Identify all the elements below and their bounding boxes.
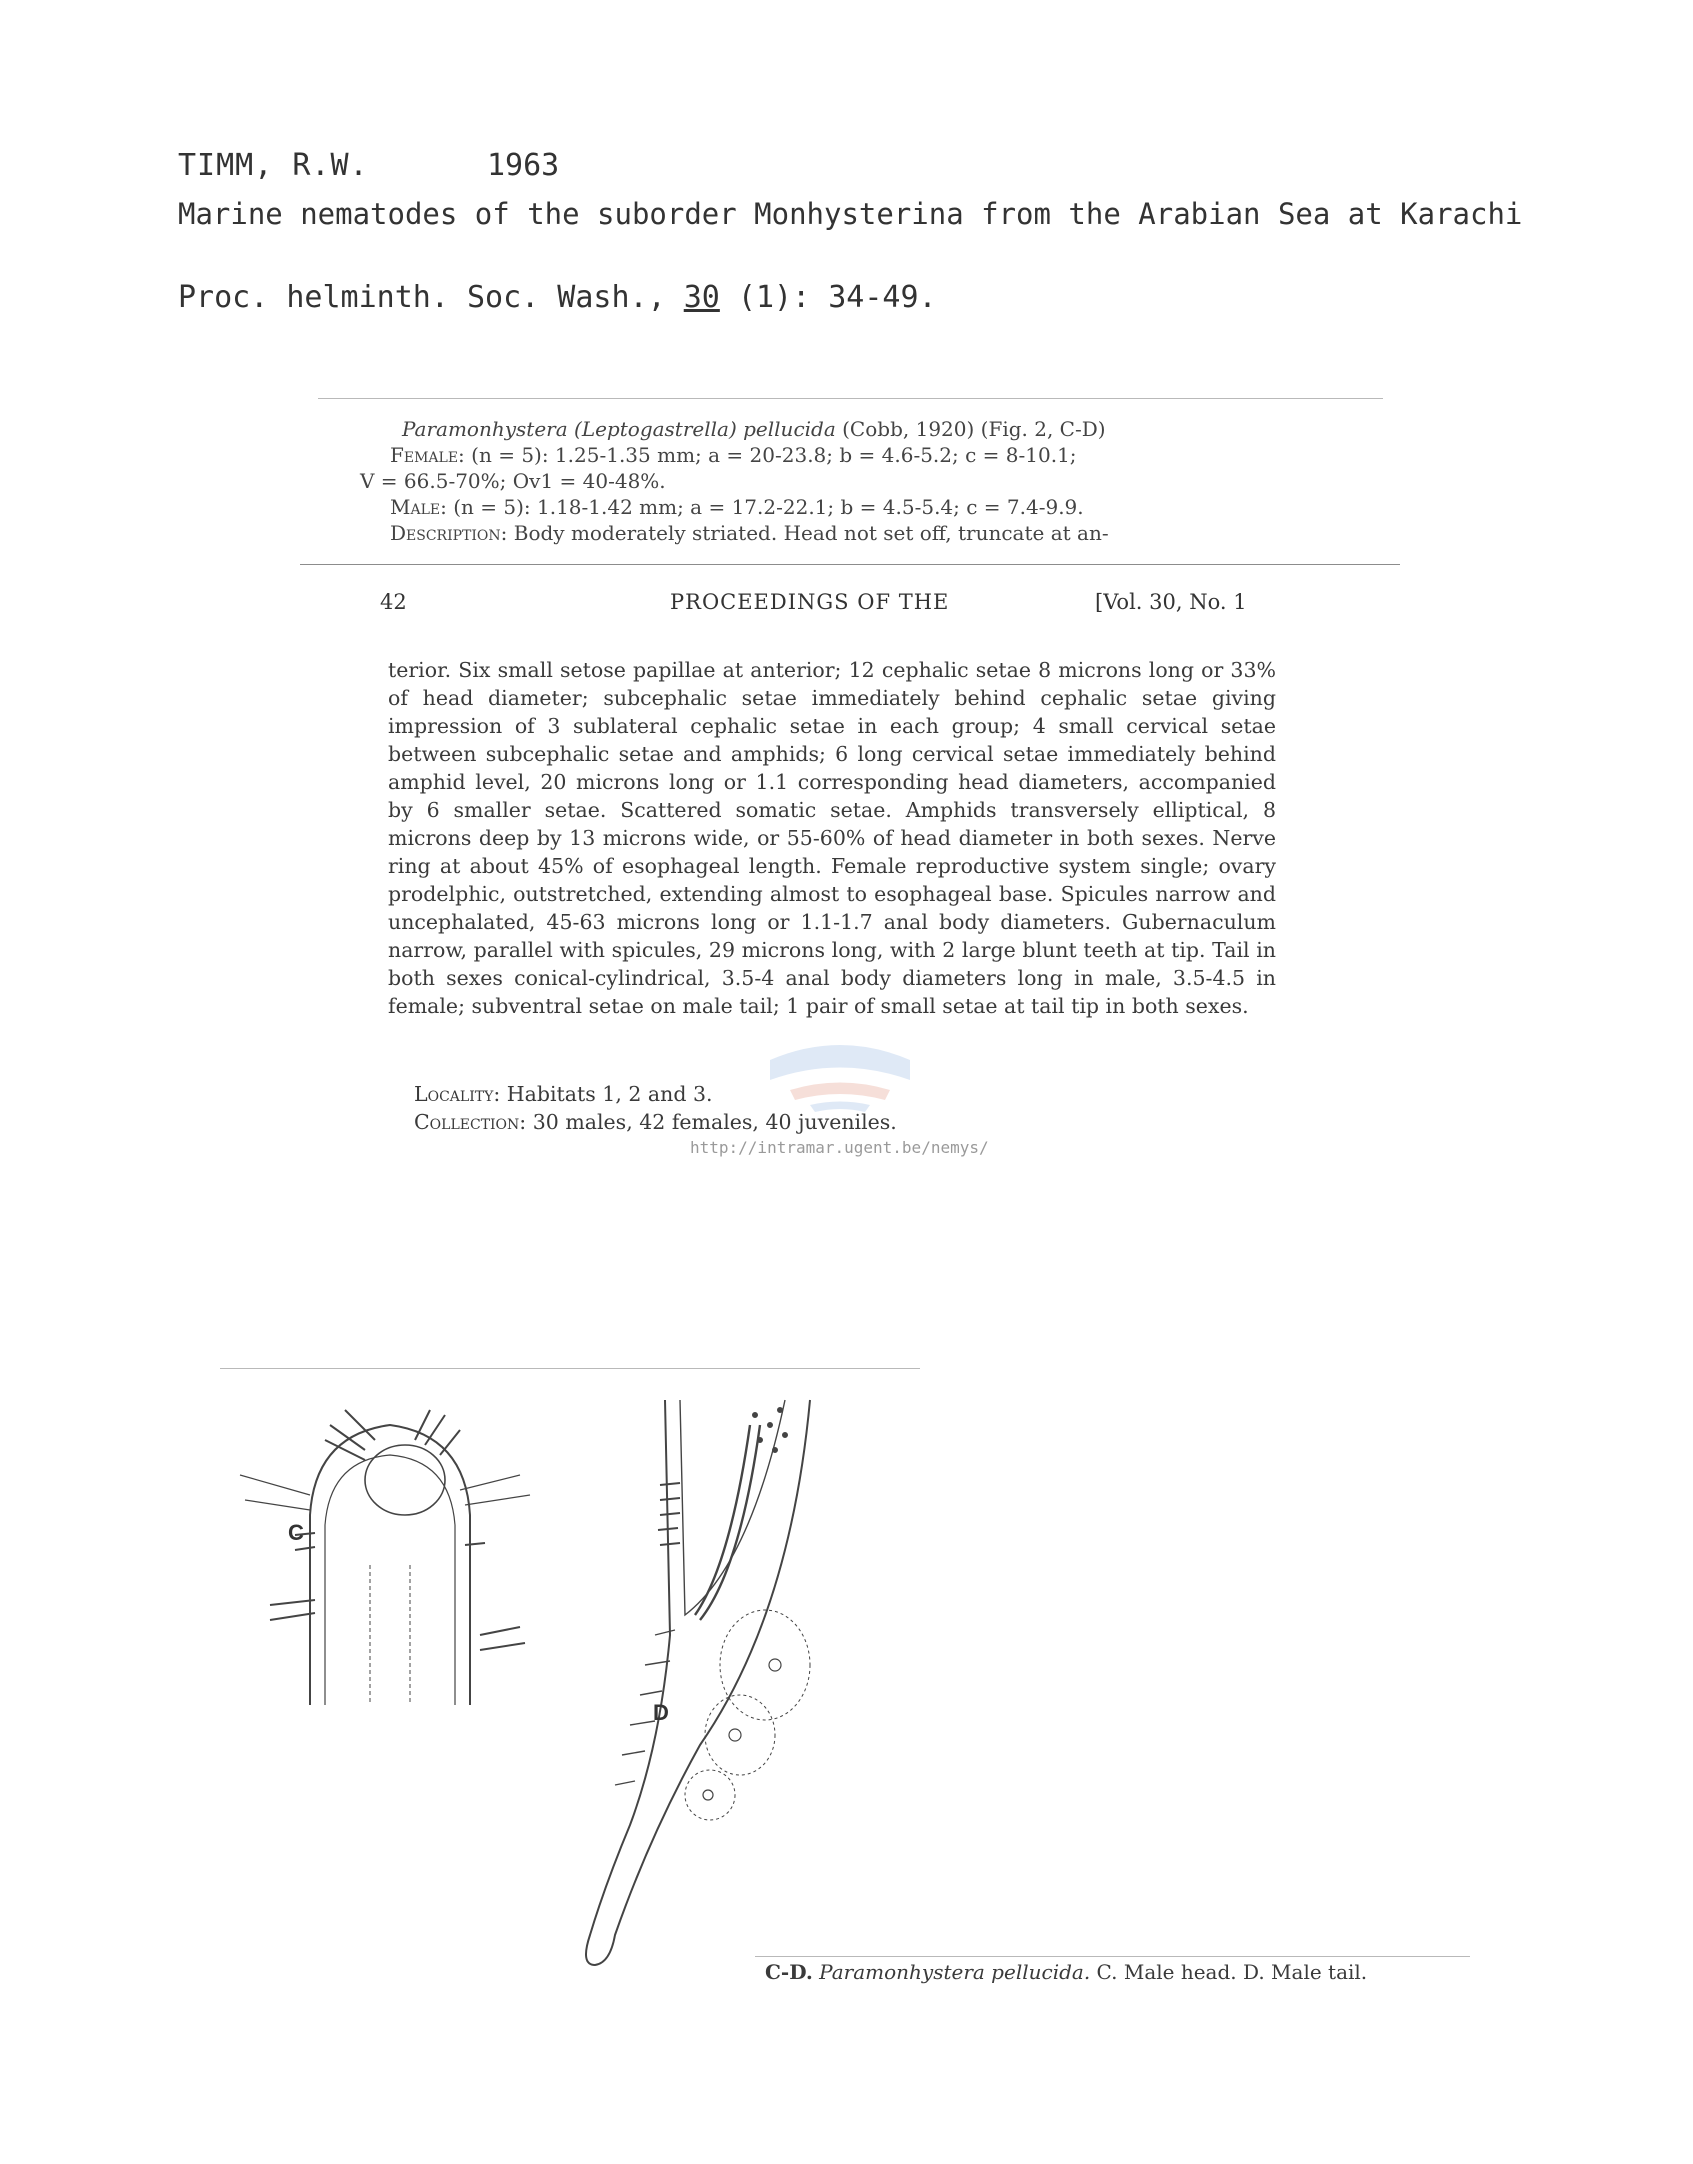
female-measurements-2: V = 66.5-70%; Ov1 = 40-48%.	[360, 469, 666, 493]
journal-volume: 30	[683, 280, 720, 315]
species-authority: (Cobb, 1920) (Fig. 2, C-D)	[842, 417, 1106, 441]
figure-label-c: C	[288, 1520, 304, 1545]
female-stats: (n = 5): 1.25-1.35 mm; a = 20-23.8; b = 4.6-5.2; c = 8-10.1;	[471, 443, 1077, 467]
collection-label: Collection:	[414, 1110, 527, 1134]
journal-issue-pages: (1): 34-49.	[737, 280, 937, 315]
nematode-figure	[230, 1365, 1530, 2005]
caption-text: C. Male head. D. Male tail.	[1096, 1960, 1368, 1984]
description-text: Body moderately striated. Head not set off, truncate at an-	[513, 521, 1109, 545]
description-label: Description:	[390, 521, 508, 545]
reference-journal	[178, 280, 937, 315]
reference-year: 1963	[487, 148, 560, 183]
body-paragraph: terior. Six small setose papillae at anterior; 12 cephalic setae 8 microns long or 33% of head diameter; subcephalic setae immediately behind cephalic setae giving impression of 3 sublateral cephalic setae in each group; 4 small cervical setae between subcephalic setae and amphids; 6 long cervical setae immediately behind amphid level, 20 microns long or 1.1 corresponding head diameters, accompanied by 6 smaller setae. Scattered somatic setae. Amphids transversely elliptical, 8 microns deep by 13 microns wide, or 55-60% of head diameter in both sexes. Nerve ring at about 45% of esophageal length. Female reproductive system single; ovary prodelphic, outstretched, extending almost to esophageal base. Spicules narrow and uncephalated, 45-63 microns long or 1.1-1.7 anal body diameters. Gubernaculum narrow, parallel with spicules, 29 microns long, with 2 large blunt teeth at tip. Tail in both sexes conical-cylindrical, 3.5-4 anal body diameters long in male, 3.5-4.5 in female; subventral setae on male tail; 1 pair of small setae at tail tip in both sexes.	[388, 658, 1276, 1018]
genus-name: Paramonhystera	[402, 417, 568, 441]
caption-rule	[755, 1956, 1470, 1957]
figure-label-d: D	[653, 1700, 669, 1725]
description-start	[360, 520, 1260, 546]
male-head-drawing	[240, 1410, 530, 1705]
male-measurements	[360, 494, 1260, 520]
locality-line	[414, 1082, 713, 1106]
watermark-logo	[760, 1020, 920, 1130]
body-text	[388, 656, 1276, 1020]
male-stats: (n = 5): 1.18-1.42 mm; a = 17.2-22.1; b = 4.5-5.4; c = 7.4-9.9.	[453, 495, 1084, 519]
species-name: pellucida	[743, 417, 836, 441]
female-label: Female:	[390, 443, 465, 467]
clip-top-rule	[318, 398, 1383, 399]
locality-text: Habitats 1, 2 and 3.	[506, 1082, 713, 1106]
subgenus-name: (Leptogastrella)	[574, 417, 737, 441]
collection-text: 30 males, 42 females, 40 juveniles.	[532, 1110, 897, 1134]
male-label: Male:	[390, 495, 447, 519]
page-number: 42	[380, 590, 407, 614]
volume-label: [Vol. 30, No. 1	[1095, 590, 1247, 614]
male-tail-drawing	[586, 1400, 810, 1965]
figure-caption	[765, 1960, 1367, 1984]
clip-bottom-rule	[300, 564, 1400, 565]
species-header-block	[360, 416, 1260, 546]
running-title: PROCEEDINGS OF THE	[670, 590, 950, 614]
locality-label: Locality:	[414, 1082, 501, 1106]
reference-author: TIMM, R.W.	[178, 148, 369, 183]
caption-label: C-D.	[765, 1960, 813, 1984]
female-measurements	[360, 442, 1260, 468]
caption-species: Paramonhystera pellucida.	[819, 1960, 1091, 1984]
journal-prefix: Proc. helminth. Soc. Wash.,	[178, 280, 666, 315]
reference-title: Marine nematodes of the suborder Monhysterina from the Arabian Sea at Karachi	[178, 197, 1523, 231]
watermark-url: http://intramar.ugent.be/nemys/	[690, 1138, 989, 1157]
species-title	[360, 416, 1260, 442]
